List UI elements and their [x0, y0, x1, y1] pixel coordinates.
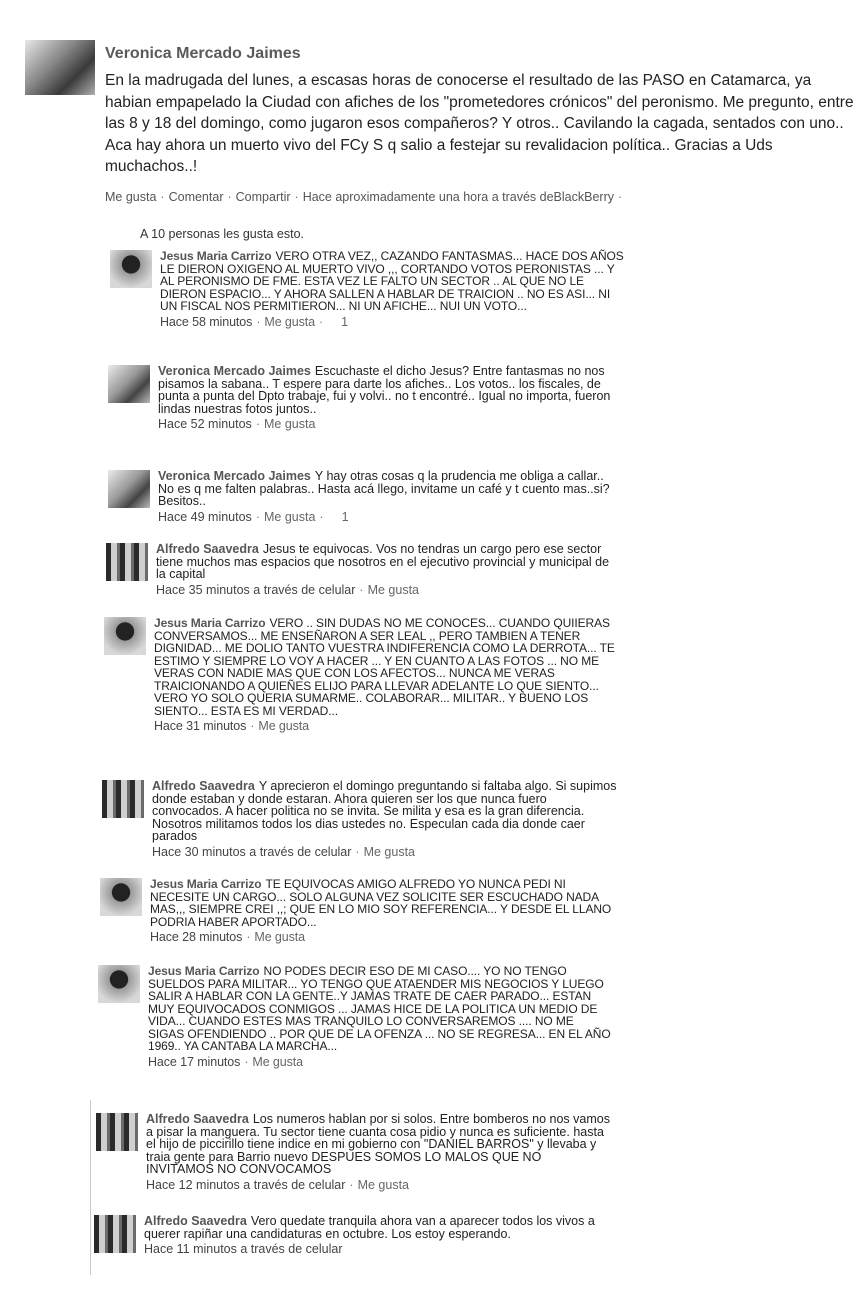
comment-like-link[interactable]: Me gusta [258, 719, 310, 733]
comment-meta [152, 846, 617, 859]
comment-author[interactable]: Alfredo Saavedra [146, 1112, 249, 1126]
avatar[interactable] [108, 470, 150, 508]
comment-like-link[interactable]: Me gusta [263, 509, 316, 524]
separator: · [160, 190, 165, 204]
separator: · [294, 190, 299, 204]
comment-like-link[interactable]: Me gusta [357, 1177, 410, 1192]
comment-body [146, 1113, 611, 1191]
comment-author[interactable]: Alfredo Saavedra [144, 1214, 247, 1228]
comment-meta [150, 931, 615, 944]
avatar[interactable] [94, 1215, 136, 1253]
post-text: En la madrugada del lunes, a escasas horas de conocerse el resultado de las PASO en Catamarca, ya habian empapelado la Ciudad con afiches de los "prometedores crónicos" del peronismo. Me pregunto, entre las 8 y 18 del domingo, como jugaron esos compañeros? Y otros.. Cavilando la cagada, sentados con uno.. Aca hay ahora un muerto vivo del FCy S q salio a festejar su revalidacion política.. Gracias a Uds muchachos..! [105, 72, 854, 175]
comment-timestamp[interactable]: Hace 49 minutos [158, 509, 252, 524]
comment-author[interactable]: Veronica Mercado Jaimes [158, 364, 311, 378]
comment-body [150, 878, 615, 944]
like-link[interactable]: Me gusta [105, 190, 157, 204]
comment-text: Y aprecieron el domingo preguntando si faltaba algo. Si supimos donde estaban y donde estaran. Ahora quieren ser los que nunca fuero convocados. A hacer politica no se invita. Se milita y esa es la gran diferencia. Nosotros militamos todos los dias ustedes no. Especulan cada dia donde caer parados [152, 779, 617, 843]
comment-timestamp[interactable]: Hace 17 minutos [148, 1054, 241, 1069]
comment-author[interactable]: Jesus Maria Carrizo [160, 249, 272, 263]
comment-body [148, 965, 613, 1068]
comment-body [152, 780, 617, 858]
separator: · [250, 719, 255, 733]
comment-link[interactable]: Comentar [168, 190, 224, 204]
avatar[interactable] [100, 878, 142, 916]
comment-meta [158, 418, 623, 431]
separator: · [255, 417, 260, 431]
comment-body [154, 617, 619, 733]
comment-meta [154, 720, 619, 733]
comment-author[interactable]: Alfredo Saavedra [152, 779, 255, 793]
comment-like-link[interactable]: Me gusta [367, 582, 420, 597]
comment-like-link[interactable]: Me gusta [363, 844, 416, 859]
comment-timestamp[interactable]: Hace 31 minutos [154, 719, 247, 733]
comment-meta [156, 584, 621, 597]
comment-body [144, 1215, 609, 1256]
comment-timestamp[interactable]: Hace 35 minutos a través de celular [156, 582, 356, 597]
comment-text: VERO .. SIN DUDAS NO ME CONOCES... CUANDO QUIIERAS CONVERSAMOS... ME ENSEÑARON A SER LEAL ,, PERO TAMBIEN A TENER DIGNIDAD... ME DOLIO TANTO VUESTRA INDIFERENCIA COMO LA DERROTA... TE ESTIMO Y SIEMPRE LO VOY A HACER ... Y EN CUANTO A LAS FOTOS ... NO ME VERAS CON NADIE MAS QUE CON LOS AFECTOS... NUNCA ME VERAS TRAICIONANDO A QUIEÑES ELIJO PARA LLEVAR ADELANTE LO QUE SIENTO... VERO YO SOLO QUERIA SUMARME.. COLABORAR... MILITAR.. Y BUENO LOS SIENTO... ESTA ES MI VERDAD... [154, 616, 615, 718]
comment-text: Los numeros hablan por si solos. Entre bomberos no nos vamos a pisar la manguera. Tu sector tiene cuanta cosa pidio y nunca es suficiente. hasta el hijo de piccirillo tiene indice en mi gobierno con "DANIEL BARROS" y llevaba y traia gente para Barrio nuevo DESPUES SOMOS LO MALOS QUE NO INVITAMOS NO CONVOCAMOS [146, 1112, 610, 1176]
comment-author[interactable]: Jesus Maria Carrizo [154, 616, 266, 630]
comment-body [158, 365, 623, 431]
comment-like-link[interactable]: Me gusta [254, 930, 306, 944]
separator: · [349, 1177, 354, 1192]
separator: · [255, 509, 260, 524]
comment-body [156, 543, 621, 596]
comment-like-link[interactable]: Me gusta [263, 417, 316, 431]
comment-text: Jesus te equivocas. Vos no tendras un cargo pero ese sector tiene muchos mas espacios que nosotros en el ejecutivo provincial y municipal de la capital [156, 542, 610, 581]
comment-like-link[interactable]: Me gusta [252, 1054, 304, 1069]
separator: · [246, 930, 251, 944]
share-link[interactable]: Compartir [235, 190, 291, 204]
divider [90, 1100, 91, 1275]
comment-timestamp[interactable]: Hace 11 minutos a través de celular [144, 1242, 343, 1256]
like-count[interactable]: 1 [341, 509, 349, 524]
separator: · [359, 582, 364, 597]
comment-meta [146, 1179, 611, 1192]
comment-timestamp[interactable]: Hace 12 minutos a través de celular [146, 1177, 346, 1192]
likes-summary[interactable]: A 10 personas les gusta esto. [140, 227, 304, 241]
post-timestamp[interactable]: Hace aproximadamente una hora a través deBlackBerry [302, 190, 614, 204]
comment-text: Y hay otras cosas q la prudencia me obliga a callar.. No es q me falten palabras.. Hasta acá llego, invitame un café y t cuento mas..si? Besitos.. [158, 469, 610, 508]
avatar[interactable] [106, 543, 148, 581]
comment-timestamp[interactable]: Hace 58 minutos [160, 314, 253, 329]
separator: · [617, 190, 623, 204]
avatar[interactable] [108, 365, 150, 403]
separator: · [319, 314, 324, 329]
comment-author[interactable]: Veronica Mercado Jaimes [158, 469, 311, 483]
comment-body [158, 470, 623, 523]
avatar[interactable] [110, 250, 152, 288]
comment-author[interactable]: Jesus Maria Carrizo [148, 964, 260, 978]
comment-meta [148, 1056, 613, 1069]
comment-timestamp[interactable]: Hace 52 minutos [158, 417, 252, 431]
avatar[interactable] [104, 617, 146, 655]
comment-text: TE EQUIVOCAS AMIGO ALFREDO YO NUNCA PEDI NI NECESITE UN CARGO... SOLO ALGUNA VEZ SOLICITE SER ESCUCHADO NADA MAS,,, SIEMPRE CREI ,,; QUE EN LO MIO SOY REFERENCIA... Y DESDE EL LLANO PODRIA HABER APORTADO... [150, 877, 612, 929]
separator: · [227, 190, 232, 204]
post-author[interactable]: Veronica Mercado Jaimes [105, 45, 301, 62]
comment-text: Vero quedate tranquila ahora van a aparecer todos los vivos a querer rapiñar una candidaturas en octubre. Los estoy esperando. [144, 1214, 595, 1241]
comment-text: Escuchaste el dicho Jesus? Entre fantasmas no nos pisamos la sabana.. T espere para darte los afiches.. Los votos.. los fiscales, de punta a punta del Dpto trabaje, fui y volvi.. no t encontré.. Igual no importa, fueron lindas nuestras fotos juntos.. [158, 364, 611, 416]
comment-like-link[interactable]: Me gusta [264, 314, 316, 329]
avatar[interactable] [25, 40, 95, 95]
avatar[interactable] [102, 780, 144, 818]
comment-meta [158, 511, 623, 524]
comment-author[interactable]: Alfredo Saavedra [156, 542, 259, 556]
post-actions [105, 190, 626, 204]
comment-text: NO PODES DECIR ESO DE MI CASO.... YO NO TENGO SUELDOS PARA MILITAR... YO TENGO QUE ATAENDER MIS NEGOCIOS Y LUEGO SALIR A HABLAR CON LA GENTE..Y JAMAS TRATE DE CAER PARADO... ESTAN MUY EQUIVOCADOS CONMIGOS ... JAMAS HICE DE LA POLITICA UN MEDIO DE VIDA... CUANDO ESTES MAS TRANQUILO LO CONVERSAREMOS .... NO ME SIGAS OFENDIENDO .. POR QUE DE LA OFENZA ... NO SE REGRESA... EN EL AÑO 1969.. YA CANTABA LA MARCHA... [148, 964, 611, 1053]
separator: · [355, 844, 360, 859]
separator: · [319, 509, 324, 524]
separator: · [244, 1054, 249, 1069]
comment-body [160, 250, 625, 328]
comment-timestamp[interactable]: Hace 30 minutos a través de celular [152, 844, 352, 859]
comment-author[interactable]: Jesus Maria Carrizo [150, 877, 262, 891]
comment-meta [144, 1243, 609, 1256]
avatar[interactable] [96, 1113, 138, 1151]
like-count[interactable]: 1 [341, 314, 348, 329]
comment-text: VERO OTRA VEZ,, CAZANDO FANTASMAS... HACE DOS AÑOS LE DIERON OXIGENO AL MUERTO VIVO ,,, CORTANDO VOTOS PERONISTAS ... Y AL PERONISMO DE FME. ESTA VEZ LE FALTO UN SECTOR .. AL QUE NO LE DIERON ESPACIO... Y AHORA SALLEN A HABLAR DE TRAICION .. NO ES ASI... NI UN FISCAL NOS PERMITIERON... NI UN AFICHE... NUI UN VOTO... [160, 249, 624, 313]
comment-timestamp[interactable]: Hace 28 minutos [150, 930, 243, 944]
separator: · [256, 314, 261, 329]
avatar[interactable] [98, 965, 140, 1003]
comment-meta [160, 316, 625, 329]
